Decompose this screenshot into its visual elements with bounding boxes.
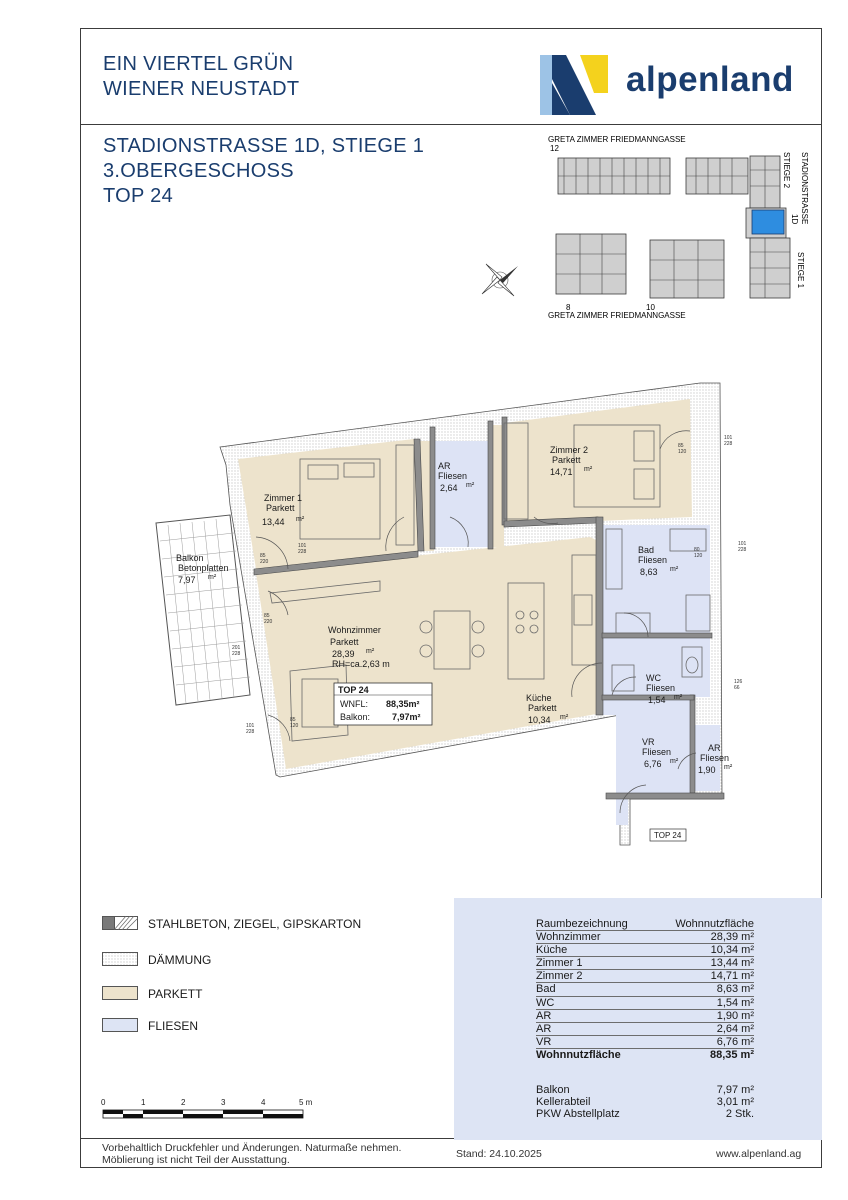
keyplan-stiege1: STIEGE 1 [796, 252, 805, 289]
site-key-plan [536, 130, 818, 322]
logo-wordmark: alpenland [626, 60, 794, 99]
balkon-area: 7,97 [178, 575, 196, 585]
legend-label-walls: STAHLBETON, ZIEGEL, GIPSKARTON [148, 917, 362, 931]
kueche-unit: m² [560, 714, 569, 721]
scale-bar [100, 1096, 330, 1126]
tag-z2-window-a: 101 [724, 435, 733, 441]
tag-d-wz-a: 85 [264, 613, 270, 619]
extra-value: 7,97 m² [716, 1084, 754, 1096]
tag-d-bad-a: 80 [694, 547, 700, 553]
total-value: 88,35 m² [709, 1048, 754, 1061]
fliesen-swatch [102, 1018, 138, 1032]
vr-unit: m² [670, 758, 679, 765]
table-row [536, 944, 754, 957]
table-row [536, 970, 754, 983]
ar1-unit: m² [466, 482, 475, 489]
wc-area: 1,54 [648, 695, 666, 705]
north-arrow-icon [478, 258, 522, 302]
balkon-floor-label: Betonplatten [178, 563, 229, 573]
wohnzimmer-unit: m² [366, 648, 375, 655]
tag-z1-window-a: 101 [298, 543, 307, 549]
alpenland-logo [536, 53, 816, 117]
row-name: Zimmer 1 [536, 957, 583, 970]
vr-name: VR [642, 737, 655, 747]
table-row [536, 1108, 754, 1120]
entry-tag-label: TOP 24 [654, 831, 682, 840]
row-value: 8,63 m² [716, 983, 754, 996]
wohnzimmer-area: 28,39 [332, 649, 355, 659]
disclaimer-line2: Möblierung ist nicht Teil der Ausstattung. [102, 1154, 290, 1166]
scale-tick-2: 2 [181, 1098, 186, 1107]
alpenland-mark-icon [536, 53, 614, 117]
balkon-name: Balkon [176, 553, 204, 563]
tag-z1-window-b: 228 [298, 549, 307, 555]
tag-living-window-a: 101 [246, 723, 255, 729]
row-value: 1,90 m² [716, 1009, 754, 1022]
vr-floor-label: Fliesen [642, 747, 672, 757]
area-table [536, 918, 754, 1061]
tag-d-wz2-b: 120 [290, 723, 299, 729]
bad-area: 8,63 [640, 567, 658, 577]
ar1-floor-label: Fliesen [438, 471, 468, 481]
extra-value: 3,01 m² [716, 1096, 754, 1109]
tag-bad-window-a: 101 [738, 541, 747, 547]
legend-label-parkett: PARKETT [148, 987, 203, 1001]
zimmer2-area: 14,71 [550, 467, 573, 477]
disclaimer-line1: Vorbehaltlich Druckfehler und Änderungen. Naturmaße nehmen. [102, 1142, 402, 1154]
unit-address [103, 134, 424, 209]
infobox-balkon-value: 7,97m² [392, 712, 421, 722]
tag-d-zimmer1-b: 220 [260, 559, 269, 565]
zimmer1-name: Zimmer 1 [264, 493, 302, 503]
wohnzimmer-floor-label: Parkett [330, 637, 359, 647]
parkett-swatch [102, 986, 138, 1000]
kueche-name: Küche [526, 693, 552, 703]
header-divider [80, 124, 822, 125]
infobox-wnfl-value: 88,35m² [386, 699, 420, 709]
bad-unit: m² [670, 566, 679, 573]
floor-plan [150, 365, 790, 855]
project-title-line1: EIN VIERTEL GRÜN [103, 53, 294, 75]
area-header-value: Wohnnutzfläche [675, 918, 754, 930]
zimmer1-area: 13,44 [262, 517, 285, 527]
table-row [536, 957, 754, 970]
balcony [156, 515, 250, 705]
tag-bad-window-b: 228 [738, 547, 747, 553]
living-floor [256, 537, 602, 769]
table-row [536, 997, 754, 1010]
keyplan-top-street: GRETA ZIMMER FRIEDMANNGASSE [548, 135, 686, 144]
row-name: Zimmer 2 [536, 970, 583, 983]
ar1-floor [434, 441, 490, 547]
keyplan-num-10: 10 [646, 303, 655, 312]
wc-floor-label: Fliesen [646, 683, 676, 693]
ar2-floor-label: Fliesen [700, 753, 730, 763]
balkon-unit: m² [208, 574, 217, 581]
keyplan-1d: 1D [790, 214, 799, 225]
table-row [536, 931, 754, 944]
scale-tick-1: 1 [141, 1098, 146, 1107]
legend-label-fliesen: FLIESEN [148, 1019, 199, 1033]
keyplan-unit-highlight [752, 210, 784, 234]
scale-tick-0: 0 [101, 1098, 106, 1107]
wc-name: WC [646, 673, 661, 683]
keyplan-num-12: 12 [550, 144, 559, 153]
tag-living-window-b: 228 [246, 729, 255, 735]
kueche-floor-label: Parkett [528, 703, 557, 713]
keyplan-building-8 [556, 234, 626, 294]
row-name: WC [536, 996, 555, 1009]
address-line2: 3.OBERGESCHOSS [103, 160, 294, 182]
wohnzimmer-name: Wohnzimmer [328, 625, 381, 635]
project-title-line2: WIENER NEUSTADT [103, 78, 300, 100]
tag-d-bad-b: 120 [694, 553, 703, 559]
keyplan-stiege2: STIEGE 2 [782, 152, 791, 189]
bad-floor-label: Fliesen [638, 555, 668, 565]
scale-tick-3: 3 [221, 1098, 226, 1107]
footer-disclaimer [102, 1142, 401, 1166]
ar1-name: AR [438, 461, 451, 471]
project-title [103, 52, 299, 102]
dots-swatch-icon [102, 952, 138, 966]
row-value: 2,64 m² [716, 1022, 754, 1035]
keyplan-bottom-street: GRETA ZIMMER FRIEDMANNGASSE [548, 311, 686, 320]
keyplan-building-10 [650, 240, 724, 298]
zimmer1-floor [238, 439, 418, 569]
table-row [536, 983, 754, 996]
tag-d-zimmer1-a: 85 [260, 553, 266, 559]
tag-balkon-window-a: 201 [232, 645, 241, 651]
table-row [536, 1036, 754, 1049]
row-value: 14,71 m² [710, 970, 754, 983]
table-row [536, 1010, 754, 1023]
extra-name: Balkon [536, 1084, 570, 1096]
tag-d-wz2-a: 85 [290, 717, 296, 723]
row-value: 6,76 m² [716, 1035, 754, 1048]
tag-wc-window-b: 66 [734, 685, 740, 691]
extra-value: 2 Stk. [725, 1108, 754, 1121]
scale-tick-4: 4 [261, 1098, 266, 1107]
infobox-title: TOP 24 [338, 685, 369, 695]
entry-tag [650, 829, 686, 841]
ar2-unit: m² [724, 764, 733, 771]
footer-website-link[interactable]: www.alpenland.ag [716, 1148, 802, 1160]
area-table-header [536, 918, 754, 931]
ar2-name: AR [708, 743, 721, 753]
row-name: VR [536, 1035, 552, 1048]
row-value: 28,39 m² [710, 931, 754, 944]
tag-balkon-window-b: 228 [232, 651, 241, 657]
tag-wc-window-a: 126 [734, 679, 743, 685]
scale-tick-5: 5 m [299, 1098, 313, 1107]
zimmer1-unit: m² [296, 516, 305, 523]
zimmer2-unit: m² [584, 466, 593, 473]
area-header-name: Raumbezeichnung [536, 918, 628, 930]
zimmer2-name: Zimmer 2 [550, 445, 588, 455]
total-name: Wohnnutzfläche [536, 1048, 621, 1061]
row-value: 10,34 m² [710, 944, 754, 957]
tag-z2-window-b: 228 [724, 441, 733, 447]
tag-d-z2-b: 120 [678, 449, 687, 455]
infobox-wnfl-label: WNFL: [340, 699, 368, 709]
zimmer2-floor-label: Parkett [552, 455, 581, 465]
infobox-balkon-label: Balkon: [340, 712, 371, 722]
legend-label-insulation: DÄMMUNG [148, 953, 212, 967]
wohnzimmer-rh: RH=ca.2,63 m [332, 659, 390, 669]
keyplan-num-8: 8 [566, 303, 571, 312]
ar1-area: 2,64 [440, 483, 458, 493]
tag-d-wz-b: 220 [264, 619, 273, 625]
address-line1: STADIONSTRASSE 1D, STIEGE 1 [103, 135, 425, 157]
bad-floor [602, 525, 710, 635]
wc-unit: m² [674, 694, 683, 701]
footer-stand-date: Stand: 24.10.2025 [456, 1148, 542, 1160]
row-name: AR [536, 1009, 552, 1022]
table-row [536, 1023, 754, 1036]
hatch-swatch-icon [102, 916, 138, 930]
bad-name: Bad [638, 545, 655, 555]
row-name: Bad [536, 983, 556, 996]
tag-d-z2-a: 85 [678, 443, 684, 449]
area-total-row [536, 1049, 754, 1061]
row-name: AR [536, 1022, 552, 1035]
area-table-panel [454, 898, 822, 1140]
row-value: 1,54 m² [716, 996, 754, 1009]
extra-name: Kellerabteil [536, 1096, 591, 1109]
row-name: Wohnzimmer [536, 931, 601, 944]
row-name: Küche [536, 944, 568, 957]
kueche-area: 10,34 [528, 715, 551, 725]
keyplan-right-street: STADIONSTRASSE [800, 152, 809, 225]
zimmer1-floor-label: Parkett [266, 503, 295, 513]
table-row [536, 1084, 754, 1096]
ar2-area: 1,90 [698, 765, 716, 775]
address-line3: TOP 24 [103, 185, 173, 207]
table-row [536, 1096, 754, 1108]
row-value: 13,44 m² [710, 957, 754, 970]
vr-area: 6,76 [644, 759, 662, 769]
extras-table [536, 1084, 754, 1120]
extra-name: PKW Abstellplatz [536, 1108, 620, 1121]
unit-info-box [334, 683, 432, 725]
